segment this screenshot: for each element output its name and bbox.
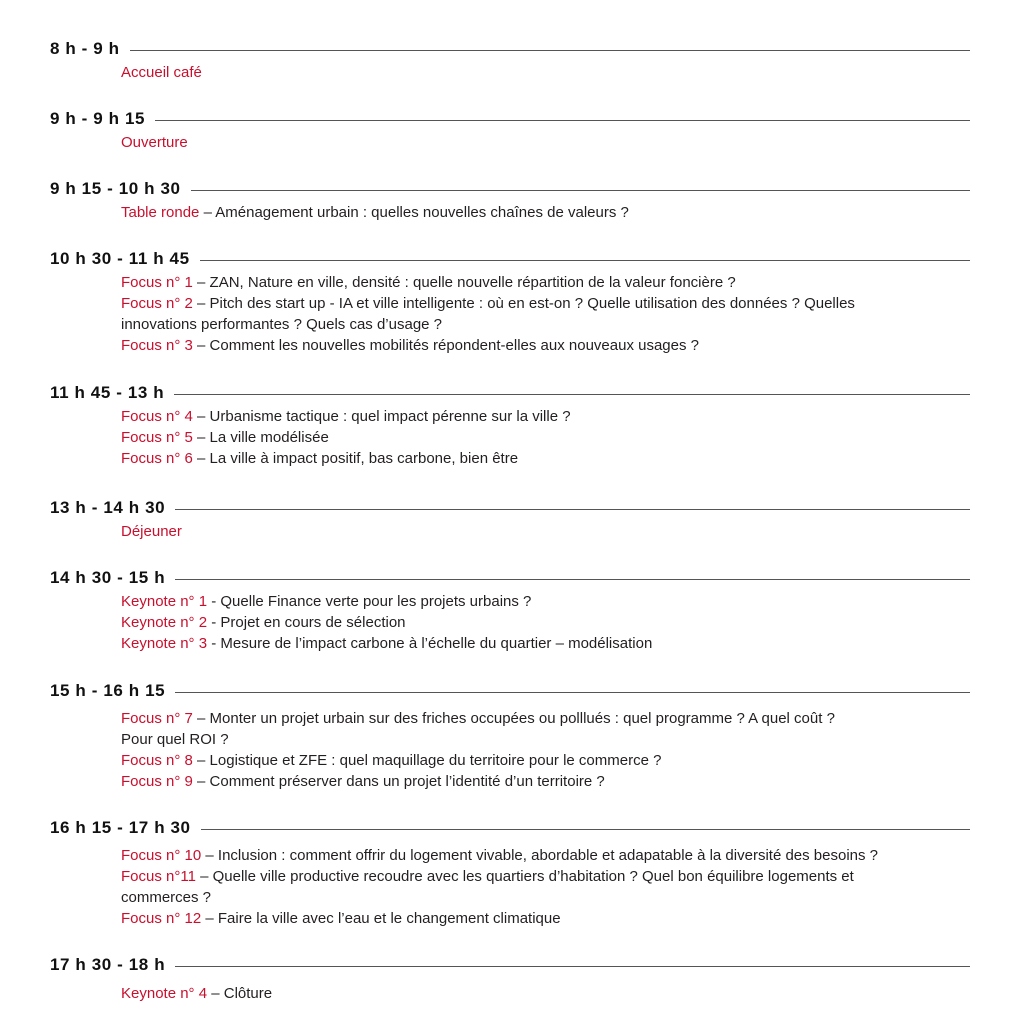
divider-line: [175, 579, 970, 580]
session-list: [121, 845, 994, 929]
time-slot-header: [50, 497, 970, 519]
session-list: [121, 983, 994, 1004]
time-range: 10 h 30 - 11 h 45: [50, 249, 190, 268]
divider-line: [191, 190, 970, 191]
session-description: – La ville modélisée: [192, 429, 329, 446]
session-description: – Pitch des start up - IA et ville intelligente : où en est-on ? Quelle utilisation des données ? Quelles: [192, 295, 855, 312]
session-label: Focus n° 8: [121, 752, 193, 769]
time-slot-header: [50, 680, 970, 702]
session-label: Focus n° 4: [121, 408, 193, 425]
session-item: [121, 591, 994, 612]
session-label: Ouverture: [121, 134, 188, 151]
session-item: [121, 272, 994, 293]
session-item: [121, 293, 994, 314]
session-label: Focus n° 2: [121, 295, 193, 312]
time-range: 16 h 15 - 17 h 30: [50, 818, 191, 837]
time-range: 8 h - 9 h: [50, 39, 120, 58]
session-description: – Comment préserver dans un projet l’identité d’un territoire ?: [192, 773, 605, 790]
session-item: [121, 908, 994, 929]
time-slot-header: [50, 38, 970, 60]
session-list: [121, 521, 994, 542]
session-description: – Faire la ville avec l’eau et le changement climatique: [201, 910, 561, 927]
session-item: [121, 771, 994, 792]
session-description: – La ville à impact positif, bas carbone, bien être: [192, 450, 519, 467]
session-description: – Aménagement urbain : quelles nouvelles chaînes de valeurs ?: [199, 204, 629, 221]
divider-line: [175, 692, 970, 693]
session-description: – Urbanisme tactique : quel impact pérenne sur la ville ?: [192, 408, 571, 425]
session-label: Focus n° 12: [121, 910, 202, 927]
time-range: 14 h 30 - 15 h: [50, 568, 166, 587]
session-list: [121, 591, 994, 654]
time-slot-header: [50, 382, 970, 404]
session-label: Keynote n° 3: [121, 635, 208, 652]
session-description: – Monter un projet urbain sur des friches occupées ou polllués : quel programme ? A quel coût ?: [192, 710, 835, 727]
divider-line: [200, 260, 970, 261]
session-label: Focus n° 10: [121, 847, 202, 864]
session-description: – Clôture: [207, 985, 273, 1002]
time-slot-header: [50, 248, 970, 270]
session-description: - Quelle Finance verte pour les projets urbains ?: [207, 593, 532, 610]
session-item: [121, 845, 994, 866]
session-description: – Logistique et ZFE : quel maquillage du territoire pour le commerce ?: [192, 752, 662, 769]
session-label: Table ronde: [121, 204, 200, 221]
session-item: [121, 406, 994, 427]
session-description: – ZAN, Nature en ville, densité : quelle nouvelle répartition de la valeur foncière ?: [192, 274, 736, 291]
time-range: 13 h - 14 h 30: [50, 498, 166, 517]
session-label: Focus n° 5: [121, 429, 193, 446]
session-item: [121, 448, 994, 469]
time-slot-header: [50, 108, 970, 130]
session-item: [121, 202, 994, 223]
divider-line: [201, 829, 970, 830]
session-label: Focus n° 6: [121, 450, 193, 467]
time-slot-header: [50, 954, 970, 976]
session-label: Keynote n° 4: [121, 985, 208, 1002]
session-label: Keynote n° 1: [121, 593, 208, 610]
divider-line: [155, 120, 970, 121]
session-description-continued: Pour quel ROI ?: [121, 731, 229, 748]
time-range: 9 h - 9 h 15: [50, 109, 146, 128]
session-item: [121, 427, 994, 448]
session-list: [121, 62, 994, 83]
time-range: 11 h 45 - 13 h: [50, 383, 165, 402]
session-item: [121, 708, 994, 729]
time-slot-header: [50, 567, 970, 589]
session-list: [121, 272, 994, 356]
session-item: [121, 612, 994, 633]
session-description-continued: commerces ?: [121, 889, 212, 906]
session-label: Focus n°11: [121, 868, 196, 885]
session-item: [121, 750, 994, 771]
divider-line: [175, 966, 970, 967]
session-description: - Projet en cours de sélection: [207, 614, 406, 631]
time-slot-header: [50, 178, 970, 200]
time-range: 15 h - 16 h 15: [50, 681, 166, 700]
session-item: [121, 983, 994, 1004]
session-label: Keynote n° 2: [121, 614, 208, 631]
session-label: Focus n° 9: [121, 773, 193, 790]
session-list: [121, 406, 994, 469]
session-list: [121, 202, 994, 223]
divider-line: [130, 50, 970, 51]
session-item: [121, 866, 994, 887]
session-item: [121, 132, 994, 153]
session-item: [121, 633, 994, 654]
time-range: 17 h 30 - 18 h: [50, 955, 166, 974]
session-label: Focus n° 7: [121, 710, 193, 727]
session-list: [121, 708, 994, 792]
session-label: Accueil café: [121, 64, 202, 81]
session-list: [121, 132, 994, 153]
time-slot-header: [50, 817, 970, 839]
session-description: – Comment les nouvelles mobilités répondent-elles aux nouveaux usages ?: [192, 337, 700, 354]
session-item: [121, 521, 994, 542]
session-label: Déjeuner: [121, 523, 182, 540]
divider-line: [174, 394, 970, 395]
divider-line: [175, 509, 970, 510]
session-label: Focus n° 3: [121, 337, 193, 354]
session-description-continued: innovations performantes ? Quels cas d’usage ?: [121, 316, 443, 333]
session-item: [121, 62, 994, 83]
session-description: - Mesure de l’impact carbone à l’échelle du quartier – modélisation: [207, 635, 653, 652]
session-description: – Inclusion : comment offrir du logement vivable, abordable et adapatable à la diversité des besoins ?: [201, 847, 879, 864]
session-item: [121, 335, 994, 356]
session-label: Focus n° 1: [121, 274, 193, 291]
time-range: 9 h 15 - 10 h 30: [50, 179, 181, 198]
session-description: – Quelle ville productive recoudre avec les quartiers d’habitation ? Quel bon équilibre logements et: [195, 868, 854, 885]
